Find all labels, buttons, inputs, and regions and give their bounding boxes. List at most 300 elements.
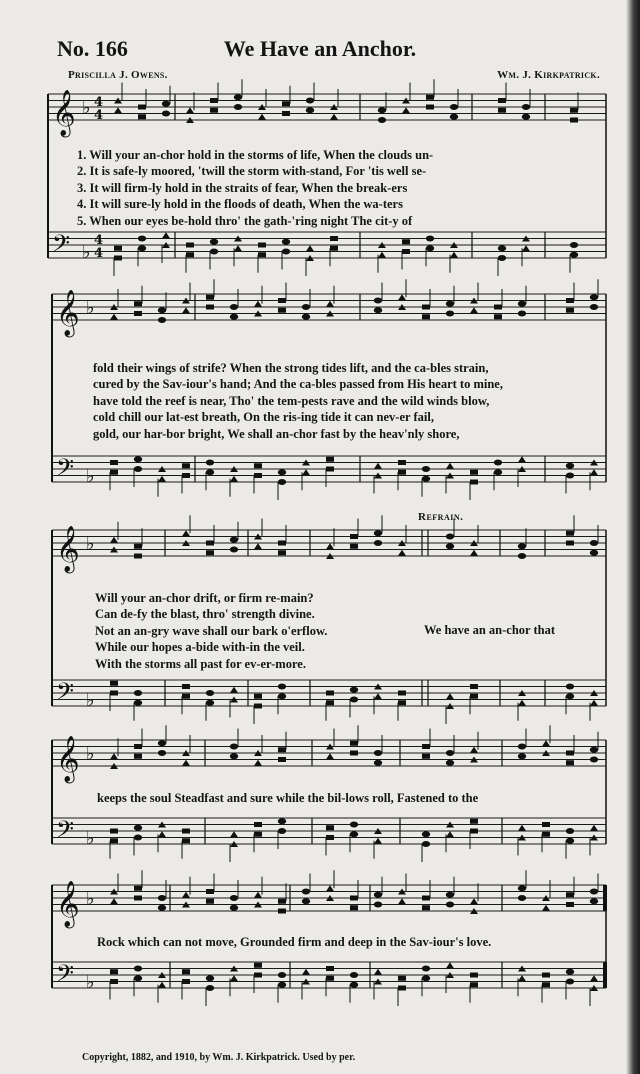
note-head — [182, 829, 190, 834]
note-head — [494, 314, 502, 319]
note-head — [326, 885, 334, 891]
note-head — [234, 245, 242, 251]
note-head — [330, 236, 338, 241]
note-head — [570, 242, 578, 248]
verse-line: fold their wings of strife? When the strong tides lift, and the ca-bles strain, — [93, 361, 489, 375]
note-head — [254, 973, 262, 978]
note-head — [278, 298, 286, 303]
note-head — [206, 305, 214, 310]
note-head — [378, 117, 386, 123]
flat-sign-icon: ♭ — [86, 743, 95, 765]
note-head — [494, 469, 502, 475]
verse-line: 5. When our eyes be-hold thro' the gath-'ring night The cit-y of — [77, 213, 413, 228]
note-head — [206, 975, 214, 981]
note-head — [134, 825, 142, 831]
note-head — [446, 750, 454, 756]
note-head — [398, 470, 406, 475]
note-head — [566, 531, 574, 536]
note-head — [254, 543, 262, 549]
final-barline — [603, 885, 607, 911]
note-head — [518, 975, 526, 981]
note-head — [422, 476, 430, 482]
note-head — [230, 831, 238, 837]
note-head — [134, 886, 142, 891]
note-head — [398, 986, 406, 991]
verse-line: With the storms all past for ev-er-more. — [95, 656, 306, 671]
note-head — [206, 690, 214, 696]
note-head — [230, 687, 238, 693]
note-head — [518, 456, 526, 462]
note-head — [518, 543, 526, 549]
note-head — [494, 305, 502, 310]
note-head — [590, 550, 598, 556]
note-head — [542, 822, 550, 827]
note-head — [158, 317, 166, 323]
note-head — [446, 693, 454, 699]
note-head — [326, 700, 334, 705]
copyright-notice: Copyright, 1882, and 1910, by Wm. J. Kirkpatrick. Used by per. — [82, 1052, 356, 1063]
note-head — [590, 700, 598, 706]
note-head — [446, 831, 454, 837]
note-head — [182, 760, 190, 766]
note-head — [542, 740, 550, 746]
note-head — [134, 690, 142, 696]
note-head — [254, 694, 262, 699]
note-head — [398, 550, 406, 556]
note-head — [134, 311, 142, 316]
note-head — [566, 684, 574, 690]
note-head — [422, 314, 430, 319]
note-head — [206, 460, 214, 466]
note-head — [350, 544, 358, 549]
note-head — [570, 252, 578, 258]
note-head — [518, 885, 526, 891]
note-head — [402, 239, 410, 244]
note-head — [114, 246, 122, 251]
note-head — [446, 892, 454, 898]
note-head — [254, 963, 262, 968]
note-head — [254, 473, 262, 478]
verse-line: 1. Will your an-chor hold in the storms of life, When the clouds un- — [77, 148, 434, 162]
note-head — [158, 831, 166, 837]
time-signature-icon: 4 — [94, 108, 104, 123]
note-head — [110, 470, 118, 475]
note-head — [134, 975, 142, 981]
note-head — [590, 898, 598, 904]
note-head — [110, 898, 118, 904]
note-head — [374, 838, 382, 844]
note-head — [350, 896, 358, 901]
note-head — [374, 892, 382, 898]
note-head — [566, 463, 574, 469]
note-head — [230, 975, 238, 981]
note-head — [206, 899, 214, 904]
treble-clef-icon: 𝄞 — [56, 526, 80, 572]
note-head — [426, 105, 434, 110]
note-head — [566, 902, 574, 907]
verse-line: Will your an-chor drift, or firm re-main? — [95, 591, 314, 605]
note-head — [230, 753, 238, 759]
note-head — [470, 819, 478, 824]
note-head — [446, 534, 454, 540]
note-head — [422, 896, 430, 901]
note-head — [234, 94, 242, 100]
note-head — [590, 469, 598, 475]
note-head — [398, 700, 406, 705]
note-head — [426, 95, 434, 100]
note-head — [446, 543, 454, 549]
note-head — [158, 476, 166, 482]
note-head — [110, 537, 118, 543]
note-head — [542, 905, 550, 911]
note-head — [470, 550, 478, 556]
note-head — [326, 467, 334, 472]
note-head — [374, 540, 382, 546]
note-head — [518, 895, 526, 901]
note-head — [422, 831, 430, 837]
note-head — [542, 973, 550, 978]
note-head — [282, 239, 290, 245]
note-head — [518, 301, 526, 307]
note-head — [398, 460, 406, 465]
note-head — [378, 107, 386, 113]
note-head — [230, 537, 238, 543]
hymn-title: We Have an Anchor. — [223, 36, 417, 61]
note-head — [326, 966, 334, 971]
note-head — [254, 760, 262, 766]
note-head — [518, 311, 526, 317]
verse-line: 3. It will firm-ly hold in the straits of fear, When the break-ers — [77, 180, 408, 195]
note-head — [158, 750, 166, 756]
time-signature-icon: 4 — [94, 233, 104, 248]
note-head — [518, 700, 526, 706]
note-head — [158, 905, 166, 911]
note-head — [374, 750, 382, 756]
note-head — [522, 114, 530, 120]
note-head — [114, 107, 122, 113]
note-head — [498, 255, 506, 261]
note-head — [374, 298, 382, 304]
note-head — [470, 747, 478, 753]
note-head — [302, 314, 310, 320]
note-head — [590, 825, 598, 831]
note-head — [302, 469, 310, 475]
flat-sign-icon: ♭ — [86, 888, 95, 910]
note-head — [446, 902, 454, 908]
note-head — [278, 899, 286, 904]
note-head — [254, 822, 262, 827]
note-head — [254, 832, 262, 837]
note-head — [206, 541, 214, 546]
note-head — [110, 753, 118, 759]
note-head — [450, 252, 458, 258]
note-head — [350, 972, 358, 978]
note-head — [566, 969, 574, 975]
note-head — [138, 236, 146, 242]
note-head — [278, 684, 286, 690]
note-head — [278, 747, 286, 752]
note-head — [278, 818, 286, 824]
note-head — [330, 114, 338, 120]
note-head — [590, 747, 598, 753]
refrain-lyric: We have an an-chor that — [424, 623, 556, 637]
note-head — [398, 691, 406, 696]
flat-sign-icon: ♭ — [86, 297, 95, 319]
note-head — [282, 249, 290, 255]
note-head — [254, 892, 262, 898]
note-head — [134, 544, 142, 549]
note-head — [162, 111, 170, 117]
verse-block-1 — [77, 147, 607, 229]
treble-clef-icon: 𝄞 — [52, 90, 76, 136]
note-head — [138, 105, 146, 110]
note-head — [182, 838, 190, 843]
time-signature-icon: 4 — [94, 246, 104, 261]
note-head — [182, 969, 190, 974]
note-head — [278, 972, 286, 978]
verse-block-2 — [93, 360, 503, 442]
note-head — [470, 684, 478, 689]
note-head — [306, 98, 314, 104]
note-head — [470, 829, 478, 834]
note-head — [230, 547, 238, 553]
note-head — [162, 101, 170, 107]
note-head — [326, 825, 334, 830]
note-head — [570, 108, 578, 113]
note-head — [350, 697, 358, 703]
verse-line: cold chill our lat-est breath, On the ris-ing tide it can nev-er fail, — [93, 410, 434, 425]
note-head — [134, 301, 142, 306]
note-head — [378, 252, 386, 258]
note-head — [422, 466, 430, 472]
note-head — [446, 311, 454, 317]
note-head — [254, 301, 262, 307]
note-head — [470, 470, 478, 475]
refrain-lyric-line-3: Rock which can not move, Grounded firm and deep in the Sav-iour's love. — [97, 935, 492, 949]
note-head — [254, 704, 262, 709]
note-head — [110, 979, 118, 984]
note-head — [498, 245, 506, 251]
bass-clef-icon: 𝄢 — [56, 815, 75, 849]
note-head — [566, 838, 574, 844]
verse-line: While our hopes a-bide with-in the veil. — [95, 640, 305, 655]
composer-credit: Wm. J. Kirkpatrick. — [497, 69, 600, 81]
note-head — [566, 693, 574, 699]
note-head — [446, 301, 454, 307]
note-head — [566, 751, 574, 756]
note-head — [446, 463, 454, 469]
refrain-label: Refrain. — [418, 511, 464, 523]
note-head — [422, 305, 430, 310]
note-head — [110, 838, 118, 843]
note-head — [134, 700, 142, 706]
note-head — [326, 753, 334, 759]
note-head — [158, 740, 166, 746]
verse-block-3 — [95, 590, 327, 672]
note-head — [446, 760, 454, 766]
note-head — [518, 753, 526, 759]
flat-sign-icon: ♭ — [86, 465, 95, 487]
note-head — [110, 460, 118, 465]
note-head — [330, 246, 338, 251]
note-head — [422, 975, 430, 981]
time-signature-icon: 4 — [94, 95, 104, 110]
note-head — [374, 530, 382, 536]
note-head — [258, 243, 266, 248]
note-head — [426, 245, 434, 251]
note-head — [230, 895, 238, 901]
note-head — [110, 314, 118, 320]
verse-line: cured by the Sav-iour's hand; And the ca-bles passed from His heart to mine, — [93, 377, 503, 392]
note-head — [374, 693, 382, 699]
note-head — [278, 909, 286, 914]
note-head — [450, 104, 458, 110]
bass-clef-icon: 𝄢 — [56, 677, 75, 711]
note-head — [398, 294, 406, 300]
note-head — [182, 473, 190, 478]
bass-clef-icon: 𝄢 — [56, 453, 75, 487]
note-head — [258, 252, 266, 257]
note-head — [590, 304, 598, 310]
note-head — [350, 822, 358, 828]
verse-line: Can de-fy the blast, thro' strength divine. — [95, 607, 315, 622]
note-head — [134, 456, 142, 462]
verse-line: have told the reef is near, Tho' the tem-pests rave and the wild winds blow, — [93, 393, 490, 408]
treble-clef-icon: 𝄞 — [56, 290, 80, 336]
note-head — [326, 543, 334, 549]
note-head — [374, 307, 382, 313]
note-head — [446, 962, 454, 968]
note-head — [350, 905, 358, 910]
note-head — [186, 243, 194, 248]
note-head — [158, 307, 166, 313]
note-head — [470, 973, 478, 978]
flat-sign-icon: ♭ — [86, 827, 95, 849]
note-head — [110, 829, 118, 834]
note-head — [398, 976, 406, 981]
verse-line: 4. It will sure-ly hold in the floods of death, When the wa-ters — [77, 197, 403, 212]
note-head — [134, 554, 142, 559]
note-head — [326, 976, 334, 981]
refrain-lyric-line-2: keeps the soul Steadfast and sure while the bil-lows roll, Fastened to the — [97, 791, 479, 805]
note-head — [422, 744, 430, 749]
note-head — [206, 889, 214, 894]
note-head — [110, 681, 118, 686]
note-head — [350, 534, 358, 539]
note-head — [374, 969, 382, 975]
note-head — [422, 754, 430, 759]
note-head — [278, 308, 286, 313]
note-head — [210, 239, 218, 245]
note-head — [138, 114, 146, 119]
note-head — [566, 308, 574, 313]
note-head — [350, 687, 358, 693]
note-head — [566, 892, 574, 897]
verse-line: Not an an-gry wave shall our bark o'erflow. — [95, 623, 328, 638]
flat-sign-icon: ♭ — [86, 533, 95, 555]
note-head — [374, 760, 382, 766]
note-head — [450, 114, 458, 120]
note-head — [182, 979, 190, 984]
note-head — [182, 463, 190, 468]
note-head — [110, 969, 118, 974]
note-head — [186, 107, 194, 113]
treble-clef-icon: 𝄞 — [56, 736, 80, 782]
note-head — [522, 104, 530, 110]
note-head — [278, 550, 286, 555]
note-head — [210, 98, 218, 103]
note-head — [590, 757, 598, 763]
note-head — [210, 108, 218, 113]
note-head — [566, 760, 574, 765]
note-head — [398, 898, 406, 904]
note-head — [422, 905, 430, 910]
note-head — [566, 541, 574, 546]
note-head — [158, 895, 166, 901]
note-head — [566, 828, 574, 834]
note-head — [114, 256, 122, 261]
note-head — [426, 236, 434, 242]
note-head — [326, 835, 334, 840]
note-head — [566, 979, 574, 985]
note-head — [206, 700, 214, 706]
note-head — [350, 831, 358, 837]
note-head — [162, 232, 170, 238]
note-head — [302, 304, 310, 310]
note-head — [182, 684, 190, 689]
note-head — [590, 889, 598, 895]
note-head — [522, 245, 530, 251]
note-head — [182, 694, 190, 699]
note-head — [278, 469, 286, 475]
note-head — [470, 982, 478, 987]
note-head — [210, 249, 218, 255]
note-head — [230, 314, 238, 320]
note-head — [518, 744, 526, 750]
note-head — [182, 892, 190, 898]
note-head — [566, 473, 574, 479]
note-head — [566, 298, 574, 303]
note-head — [134, 966, 142, 972]
note-head — [230, 476, 238, 482]
flat-sign-icon: ♭ — [86, 971, 95, 993]
note-head — [326, 691, 334, 696]
note-head — [498, 98, 506, 103]
note-head — [230, 744, 238, 750]
note-head — [470, 480, 478, 485]
note-head — [518, 553, 526, 559]
note-head — [278, 541, 286, 546]
note-head — [282, 101, 290, 106]
note-head — [518, 825, 526, 831]
note-head — [278, 982, 286, 988]
note-head — [326, 301, 334, 307]
note-head — [278, 479, 286, 485]
note-head — [306, 107, 314, 113]
note-head — [134, 744, 142, 749]
note-head — [498, 108, 506, 113]
note-head — [206, 469, 214, 475]
note-head — [542, 982, 550, 987]
final-barline — [603, 962, 607, 988]
note-head — [402, 107, 410, 113]
note-head — [282, 111, 290, 116]
note-head — [186, 252, 194, 257]
note-head — [422, 841, 430, 847]
flat-sign-icon: ♭ — [82, 97, 91, 119]
note-head — [182, 307, 190, 313]
verse-line: 2. It is safe-ly moored, 'twill the storm with-stand, For 'tis well se- — [77, 164, 427, 179]
